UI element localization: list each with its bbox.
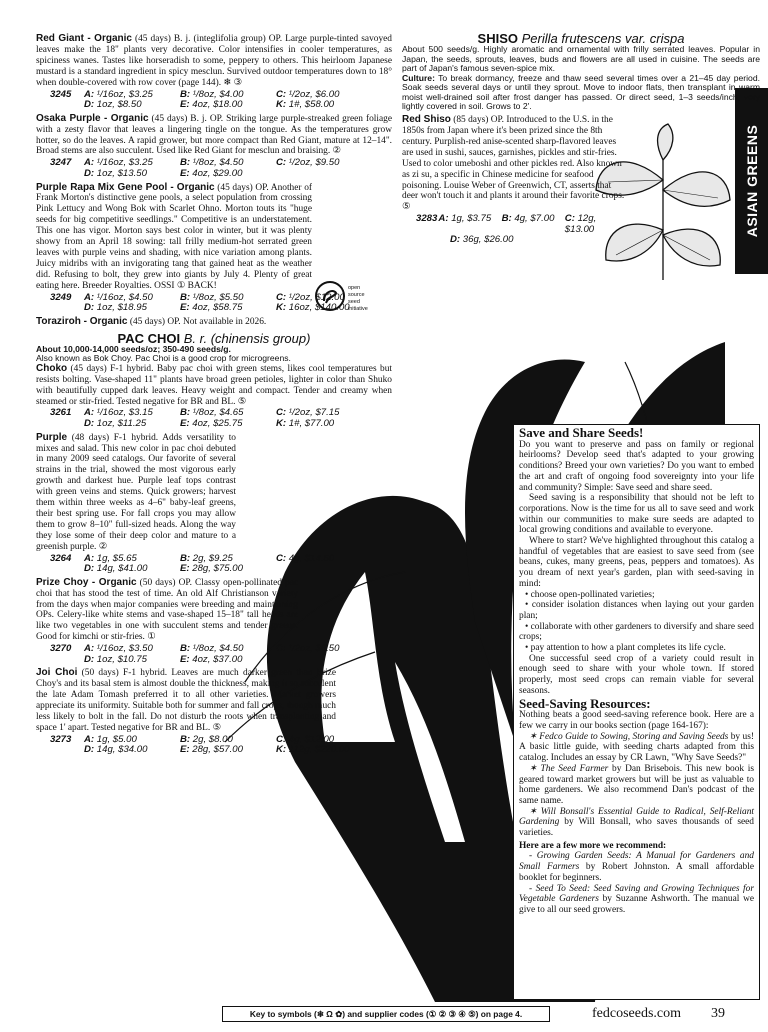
sku-number bbox=[50, 745, 84, 756]
price-option[interactable] bbox=[276, 419, 372, 430]
price-option[interactable] bbox=[180, 564, 276, 575]
svg-text:initiative: initiative bbox=[348, 306, 368, 312]
price-code: B: bbox=[180, 291, 191, 303]
shiso-latin: Perilla frutescens var. crispa bbox=[521, 31, 685, 46]
price-list bbox=[416, 214, 628, 246]
recommend-1-text: by Robert Johnston. A small affordable booklet for beginners. bbox=[519, 862, 754, 883]
price-value: ¹/8oz, $4.50 bbox=[192, 157, 244, 169]
price-row bbox=[416, 214, 628, 235]
price-option[interactable] bbox=[276, 554, 372, 565]
price-code: C: bbox=[276, 643, 287, 655]
shiso-culture-text: To break dormancy, freeze and thaw seed several times over a 21–45 day period. Soak seeds several days or until they sprout. Move to indoor flats, then transplant in warm moist well-drained soil after frost danger has passed. Or direct seed, 1–3 seeds/inch, very lightly covered in soil. Grows to 2'. bbox=[402, 72, 761, 112]
price-code: C: bbox=[276, 733, 287, 745]
sku-number bbox=[50, 655, 84, 666]
seed-saving-tip: • consider isolation distances when laying out your garden plan; bbox=[519, 600, 754, 621]
price-value: ¹/16oz, $4.50 bbox=[96, 291, 153, 303]
price-code: C: bbox=[276, 291, 287, 303]
price-code: D: bbox=[84, 563, 95, 575]
resource-3 bbox=[519, 807, 754, 839]
price-code: A: bbox=[84, 643, 95, 655]
red-shiso-desc: (85 days) OP. Introduced to the U.S. in the 1850s from Japan where it's been prized since the 8th century. Purplish-red anise-scented sharp-flavored leaves are used in sushi, sauces, garnishes, pickles and stir-fries. Used to color umeboshi and other pickles red. Also known as zi su, a specific in Chinese medicine for seafood poisoning. Louise Weber of Greenwich, CT, asserts that deer won't touch it and plants it around their favorite crops. ⑤ bbox=[402, 115, 625, 213]
sku-number: 3247 bbox=[50, 157, 72, 169]
price-value: ¹/2oz, $6.50 bbox=[288, 643, 340, 655]
price-value: 28g, $75.00 bbox=[192, 563, 243, 575]
price-option[interactable] bbox=[180, 655, 276, 666]
price-code: B: bbox=[180, 552, 191, 564]
variety-description: (50 days) F-1 hybrid. Leaves are much darker green than Prize Choy's and its basal stem is almost double the thickness, making it so succulent the late Adam Tomash preferred it to all other varieties. Market growers appreciate its uniformity. Suitable both for summer and fall crops, though much less likely to bolt in the fall. Do not disturb the roots when transplanting and space 1' apart. Tested negative for BR and BL. ⑤ bbox=[36, 668, 336, 733]
svg-text:seed: seed bbox=[348, 299, 360, 305]
pac-choi-seed-count: About 10,000-14,000 seeds/oz; 350-490 seeds/g. bbox=[36, 343, 231, 354]
catalog-entry bbox=[36, 433, 392, 575]
price-code: K: bbox=[276, 418, 287, 429]
price-list bbox=[50, 158, 392, 179]
price-value: ¹/2oz, $9.50 bbox=[288, 157, 340, 169]
price-code: C: bbox=[276, 88, 287, 100]
price-code: E: bbox=[180, 418, 190, 429]
price-code: D: bbox=[84, 167, 95, 179]
ossi-logo-icon bbox=[314, 279, 376, 313]
price-value: 36g, $26.00 bbox=[462, 234, 514, 246]
price-code: A: bbox=[84, 291, 95, 303]
seed-saving-tip: • choose open-pollinated varieties; bbox=[525, 589, 655, 600]
price-value: 2g, $8.00 bbox=[192, 733, 233, 745]
price-code: B: bbox=[180, 733, 191, 745]
catalog-entry bbox=[36, 114, 392, 180]
price-value: 12g, $13.00 bbox=[564, 213, 597, 235]
variety-description: (45 days) OP. Not available in 2026. bbox=[129, 316, 267, 327]
resources-title: Seed-Saving Resources: bbox=[519, 695, 651, 711]
price-code: D: bbox=[84, 744, 95, 756]
price-option[interactable] bbox=[180, 419, 276, 430]
price-code: A: bbox=[84, 407, 95, 419]
catalog-entry bbox=[36, 364, 392, 430]
price-code: A: bbox=[84, 88, 95, 100]
price-code: E: bbox=[180, 744, 190, 756]
variety-name: Toraziroh - Organic bbox=[36, 315, 128, 327]
price-row bbox=[50, 419, 392, 430]
recommend-2-text: by Suzanne Ashworth. The manual we give to all our seed growers. bbox=[519, 894, 754, 915]
price-row bbox=[50, 169, 392, 180]
shiso-culture-label: Culture: bbox=[402, 72, 435, 83]
save-box-para-2: Seed saving is a responsibility that should not be left to corporations. Now is the time for us all to save seed and work within our communities to make sure seeds are adapted to local growing conditions and available to everyone. bbox=[519, 493, 754, 536]
variety-name: Osaka Purple - Organic bbox=[36, 112, 149, 124]
save-share-seeds-box bbox=[513, 424, 760, 1000]
price-option[interactable] bbox=[180, 745, 276, 756]
price-value: 4g, $12.00 bbox=[288, 733, 335, 745]
sku-number: 3283 bbox=[416, 213, 438, 225]
left-column bbox=[36, 34, 392, 759]
price-value: 28g, $57.00 bbox=[192, 744, 243, 756]
catalog-entry bbox=[36, 668, 392, 756]
price-option[interactable] bbox=[84, 303, 180, 314]
price-list bbox=[50, 644, 392, 665]
save-box-para-3: Where to start? We've highlighted throughout this catalog a handful of vegetables that are easiest to save seed from (see beans, cukes, many greens, peas, peppers and tomatoes). As you dream of next year's garden, plan with seed-saving in mind: bbox=[519, 536, 754, 589]
catalog-entry bbox=[36, 317, 392, 328]
price-option[interactable] bbox=[84, 745, 180, 756]
price-value: ¹/16oz, $3.25 bbox=[96, 88, 153, 100]
seed-saving-tip: • pay attention to how a plant completes its life cycle. bbox=[525, 643, 726, 654]
sku-number: 3273 bbox=[50, 733, 72, 745]
price-value: 1oz, $13.50 bbox=[96, 167, 147, 179]
price-row bbox=[416, 235, 628, 246]
price-value: 1oz, $18.95 bbox=[96, 302, 147, 314]
seed-saving-tip: • collaborate with other gardeners to diversify and share seed crops; bbox=[519, 621, 754, 643]
price-value: ¹/8oz, $5.50 bbox=[192, 291, 244, 303]
price-row bbox=[50, 745, 392, 756]
price-code: D: bbox=[84, 302, 95, 314]
price-option[interactable] bbox=[276, 158, 372, 169]
price-value: ¹/2oz, $7.15 bbox=[288, 407, 340, 419]
price-code: C: bbox=[276, 552, 287, 564]
resource-2 bbox=[519, 764, 754, 807]
variety-name: Prize Choy - Organic bbox=[36, 576, 137, 588]
sku-number: 3249 bbox=[50, 291, 72, 303]
price-code: C: bbox=[564, 213, 575, 225]
price-code: E: bbox=[180, 99, 190, 111]
variety-name: Purple bbox=[36, 431, 68, 443]
price-code: A: bbox=[84, 552, 95, 564]
resource-3-title: ✶ Will Bonsall's Essential Guide to Radical, Self-Reliant Gardening bbox=[519, 806, 754, 828]
resource-2-text: by Dan Brisebois. This new book is geared toward market growers but will be just as valuable to home gardeners. We also recommend Dan's podcast of the same name. bbox=[519, 763, 755, 806]
pac-choi-note: Also known as Bok Choy. Pac Choi is a good crop for microgreens. bbox=[36, 353, 291, 364]
variety-description: (50 days) OP. Classy open-pollinated pac choi that has stood the test of time. An old Alf Christianson variety from the days when major companies were breeding and maintaining OPs. Celery-like white stems and vase-shaped 15–18" tall heads are like two vegetables in one with succulent stems and tender greens. Good for kimchi or stir-fries. ① bbox=[36, 577, 299, 643]
price-code: K: bbox=[276, 302, 287, 314]
price-value: 16oz, $140.00 bbox=[288, 302, 350, 314]
price-value: 1#, $77.00 bbox=[288, 418, 335, 429]
price-option[interactable] bbox=[84, 169, 180, 180]
sku-number bbox=[50, 100, 84, 111]
price-list bbox=[50, 554, 392, 575]
right-column bbox=[402, 31, 761, 249]
sku-number bbox=[50, 419, 84, 430]
price-code: E: bbox=[180, 563, 190, 575]
catalog-entry bbox=[36, 34, 392, 111]
variety-name: Purple Rapa Mix Gene Pool - Organic bbox=[36, 181, 215, 193]
sku-number bbox=[50, 564, 84, 575]
price-value: 1oz, $10.75 bbox=[96, 653, 147, 665]
price-list bbox=[50, 90, 392, 111]
price-option[interactable] bbox=[450, 235, 546, 246]
price-option[interactable] bbox=[84, 419, 180, 430]
price-code: D: bbox=[450, 234, 461, 246]
price-code: K: bbox=[276, 99, 287, 111]
shiso-culture bbox=[402, 74, 760, 112]
save-box-para-1: Do you want to preserve and pass on family or regional heirlooms? Develop seed that's adapted to your growing conditions? Breed your own varieties? Do you want to embed the art and craft of ongoing food sovereignty into your life and community? Simple: Save seed and share seed. bbox=[519, 439, 754, 493]
price-value: ¹/16oz, $3.25 bbox=[96, 157, 153, 169]
price-value: ¹/16oz, $3.15 bbox=[96, 407, 153, 419]
page-number: 39 bbox=[711, 1006, 725, 1021]
price-value: 1#, $58.00 bbox=[288, 99, 335, 111]
price-code: K: bbox=[276, 744, 287, 756]
resource-3-text: by Will Bonsall, who saves thousands of seed varieties. bbox=[519, 817, 754, 839]
recommend-2-title: - Seed To Seed: Seed Saving and Growing Techniques for Vegetable Gardeners bbox=[519, 883, 754, 905]
svg-text:open: open bbox=[348, 285, 361, 291]
price-list bbox=[50, 735, 392, 756]
price-value: 4oz, $25.75 bbox=[192, 418, 243, 429]
price-code: B: bbox=[180, 407, 191, 419]
price-option[interactable] bbox=[180, 100, 276, 111]
red-shiso-name: Red Shiso bbox=[402, 114, 451, 126]
catalog-entry bbox=[36, 578, 392, 666]
sku-number: 3245 bbox=[50, 88, 72, 100]
sku-number bbox=[416, 235, 450, 246]
price-code: E: bbox=[180, 653, 190, 665]
shiso-title: SHISO bbox=[477, 31, 519, 46]
price-value: 4oz, $18.00 bbox=[192, 99, 243, 111]
pac-choi-title: PAC CHOI bbox=[117, 330, 181, 346]
price-value: 1g, $5.00 bbox=[96, 733, 137, 745]
price-code: C: bbox=[276, 407, 287, 419]
variety-name: Red Giant - Organic bbox=[36, 33, 132, 44]
resource-2-title: ✶ The Seed Farmer bbox=[529, 763, 609, 774]
price-option[interactable] bbox=[180, 169, 276, 180]
variety-description: (48 days) F-1 hybrid. Adds versatility to mixes and salad. This new color in pac choi debuted in many 2009 seed catalogs. Our favorite of several strains in the trial, showed the most vigorous early growth and darkest hue. Purple leaf tops contrast with green veins and stems. Quick growers; harvest them within three weeks as 4–6" baby-leaf greens, their best spring use. For fall crops you may allow them to grow 8–10" full-sized heads. Along the way they lose some of their deep color and mature to a greenish purple. ② bbox=[36, 432, 236, 552]
price-value: ¹/2oz, $12.00 bbox=[288, 291, 345, 303]
price-option[interactable] bbox=[84, 100, 180, 111]
site-url[interactable]: fedcoseeds.com bbox=[592, 1006, 682, 1021]
price-code: C: bbox=[276, 157, 287, 169]
shiso-intro-text: About 500 seeds/g. Highly aromatic and ornamental with frilly serrated leaves. Popular in Japan, the seeds, sprouts, leaves, buds and flowers are all used in cuisine. The seeds are part of Japan's famous seven-spice mix. bbox=[402, 43, 760, 74]
save-box-para-4: One successful seed crop of a variety could result in enough seed to share with your whole town. If stored properly, most seed crops can remain viable for several seasons. bbox=[519, 653, 754, 696]
price-code: E: bbox=[180, 167, 190, 179]
save-box-title: Save and Share Seeds! bbox=[519, 425, 644, 440]
sku-number: 3270 bbox=[50, 643, 72, 655]
price-option[interactable] bbox=[565, 214, 628, 235]
price-code: B: bbox=[180, 643, 191, 655]
price-code: D: bbox=[84, 653, 95, 665]
variety-description: (45 days) B. j. OP. Striking large purple-streaked green foliage with a zesty flavor that leaves a lingering tingle on the tongue. As the temperatures grow hotter, so do the leaves. A rapid grower, but more compact than Red Giant, mature at 12–14". Broad stems are also succulent. Used like Red Giant for mesclun and braising. ② bbox=[36, 113, 392, 157]
price-value: 1oz, $11.25 bbox=[96, 418, 147, 429]
recommend-2 bbox=[519, 884, 754, 916]
price-value: 14g, $34.00 bbox=[96, 744, 148, 756]
sku-number: 3261 bbox=[50, 407, 72, 419]
price-value: ¹/8oz, $4.50 bbox=[192, 643, 244, 655]
price-code: D: bbox=[84, 418, 95, 429]
price-option[interactable] bbox=[276, 100, 372, 111]
price-option[interactable] bbox=[276, 644, 372, 655]
save-box-bullets bbox=[519, 590, 754, 654]
price-value: 1g, $5.65 bbox=[96, 552, 137, 564]
price-value: 2g, $9.25 bbox=[192, 552, 233, 564]
recommend-1 bbox=[519, 851, 754, 883]
price-code: A: bbox=[84, 733, 95, 745]
price-list bbox=[50, 408, 392, 429]
price-value: 4oz, $37.00 bbox=[192, 653, 243, 665]
price-row bbox=[50, 564, 392, 575]
variety-name: Joi Choi bbox=[36, 667, 78, 679]
variety-name: Choko bbox=[36, 362, 68, 374]
price-value: 112g, $220.00 bbox=[288, 744, 350, 756]
price-value: 4g, $14.50 bbox=[288, 552, 335, 564]
price-code: A: bbox=[438, 213, 449, 225]
sku-number: 3264 bbox=[50, 552, 72, 564]
price-row bbox=[50, 100, 392, 111]
shiso-intro bbox=[402, 45, 760, 74]
price-value: ¹/16oz, $3.50 bbox=[96, 643, 153, 655]
svg-text:source: source bbox=[348, 292, 365, 298]
price-option[interactable] bbox=[84, 564, 180, 575]
side-tab-label: ASIAN GREENS bbox=[743, 124, 760, 238]
sku-number bbox=[50, 169, 84, 180]
recommend-title: Here are a few more we recommend: bbox=[519, 840, 667, 851]
price-code: D: bbox=[84, 99, 95, 111]
resource-1 bbox=[519, 732, 754, 764]
price-value: ¹/8oz, $4.65 bbox=[192, 407, 244, 419]
price-option[interactable] bbox=[276, 745, 372, 756]
price-value: 14g, $41.00 bbox=[96, 563, 148, 575]
price-value: 4oz, $58.75 bbox=[192, 302, 243, 314]
price-value: ¹/8oz, $4.00 bbox=[192, 88, 244, 100]
price-code: B: bbox=[180, 157, 191, 169]
price-value: 1g, $3.75 bbox=[451, 213, 492, 225]
recommend-1-title: - Growing Garden Seeds: A Manual for Gardeners and Small Farmers bbox=[519, 851, 754, 873]
price-option[interactable] bbox=[438, 214, 501, 235]
price-value: ¹/2oz, $6.00 bbox=[288, 88, 340, 100]
variety-description: (45 days) B. j. (integlifolia group) OP. Large purple-tinted savoyed leaves make the 18" plants very decorative. Color intensifies in cooler temperatures, as spiciness wanes. Tastes like horseradish to some, peppery to others. This heirloom Japanese mustard is a standard ingredient in spicy mesclun. Survived outdoor temperatures down to 18° when double-covered with row cover (page 144). ❄ ③ bbox=[36, 34, 392, 88]
price-code: A: bbox=[84, 157, 95, 169]
price-row bbox=[50, 655, 392, 666]
pac-choi-latin: B. r. (chinensis group) bbox=[183, 330, 311, 346]
price-code: E: bbox=[180, 302, 190, 314]
resource-1-title: ✶ Fedco Guide to Sowing, Storing and Saving Seeds bbox=[529, 731, 729, 742]
price-code: B: bbox=[180, 88, 191, 100]
variety-description: (45 days) OP. Another of Frank Morton's distinctive gene pools, a select population from crossing Pink Lettucy and Wong Bok with Scarlet Ohno. Morton touts its "huge seeds for big competitive seedlings." Competitive is an understatement. This one has vigor. Morton says best color in winter, but it was plenty showy from an April 18 sowing: tall frilly medium-hot serrated green leaves with purple veins and shading, with nice variation among plants. Juicy midribs with an invigorating tang that gained heat as the weather did. Refusing to bolt, they grew into giants by July 4. Plenty of great eating here. Breeder Royalties. OSSI ① BACK! bbox=[36, 182, 312, 291]
price-option[interactable] bbox=[502, 214, 565, 235]
symbol-key-note: Key to symbols (❄ Ω ✿) and supplier codes (① ② ③ ④ ⑤) on page 4. bbox=[222, 1006, 550, 1022]
variety-description: (45 days) F-1 hybrid. Baby pac choi with green stems, likes cool temperatures but resists bolting. Vase-shaped 11" plants have broad green petioles, lighter in color than Shuko with beautifully cupped dark leaves. Heavy weight and compact. Tender and creamy when steamed or stir-fried. Tested negative for BR and BL. ⑤ bbox=[36, 363, 392, 407]
price-value: 4oz, $29.00 bbox=[192, 167, 243, 179]
price-value: 1oz, $8.50 bbox=[96, 99, 142, 111]
price-option[interactable] bbox=[180, 303, 276, 314]
price-code: B: bbox=[501, 213, 512, 225]
sku-number bbox=[50, 303, 84, 314]
resource-1-text: by us! A basic little guide, with seeding charts adapted from this catalog. Includes an essay by CR Lawn, "Why Save Seeds?" bbox=[519, 731, 754, 764]
price-option[interactable] bbox=[84, 655, 180, 666]
price-value: 4g, $7.00 bbox=[514, 213, 555, 225]
red-shiso-entry bbox=[402, 115, 628, 246]
resources-intro: Nothing beats a good seed-saving reference book. Here are a few we carry in our books section (page 164-167): bbox=[519, 710, 754, 731]
pac-choi-header bbox=[36, 330, 392, 346]
